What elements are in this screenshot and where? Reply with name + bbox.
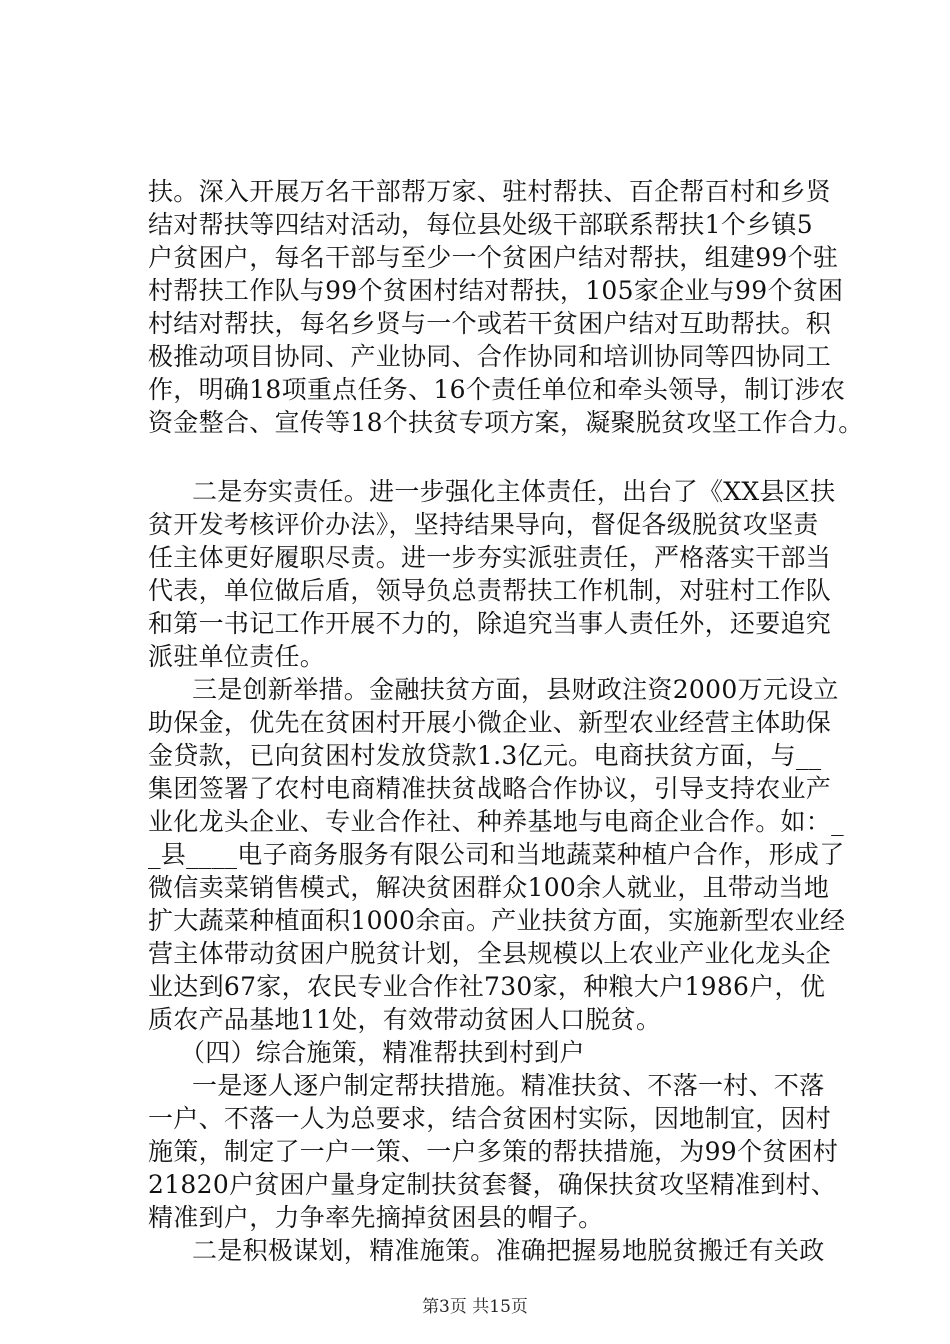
paragraph-line: 派驻单位责任。 bbox=[148, 642, 326, 671]
paragraph-line: 助保金，优先在贫困村开展小微企业、新型农业经营主体助保 bbox=[148, 708, 832, 737]
paragraph-line: 结对帮扶等四结对活动，每位县处级干部联系帮扶1个乡镇5 bbox=[148, 210, 813, 239]
paragraph-line: 村结对帮扶，每名乡贤与一个或若干贫困户结对互助帮扶。积 bbox=[148, 309, 832, 338]
paragraph-line: 贫开发考核评价办法》，坚持结果导向，督促各级脱贫攻坚责 bbox=[148, 510, 819, 539]
paragraph-line: 户贫困户，每名干部与至少一个贫困户结对帮扶，组建99个驻 bbox=[148, 243, 839, 272]
paragraph-line: 作，明确18项重点任务、16个责任单位和牵头领导，制订涉农 bbox=[148, 375, 846, 404]
paragraph-line: 村帮扶工作队与99个贫困村结对帮扶，105家企业与99个贫困 bbox=[148, 276, 844, 305]
paragraph-line: _县____电子商务服务有限公司和当地蔬菜种植户合作，形成了 bbox=[148, 840, 845, 869]
section-heading: （四）综合施策，精准帮扶到村到户 bbox=[180, 1038, 585, 1067]
paragraph-line: 21820户贫困户量身定制扶贫套餐，确保扶贫攻坚精准到村、 bbox=[148, 1170, 837, 1199]
paragraph-line: 代表，单位做后盾，领导负总责帮扶工作机制，对驻村工作队 bbox=[148, 576, 832, 605]
paragraph-line: 施策，制定了一户一策、一户多策的帮扶措施，为99个贫困村 bbox=[148, 1137, 839, 1166]
paragraph-line: 营主体带动贫困户脱贫计划，全县规模以上农业产业化龙头企 bbox=[148, 939, 832, 968]
paragraph-line: 业化龙头企业、专业合作社、种养基地与电商企业合作。如：_ bbox=[148, 807, 844, 836]
paragraph-line: 极推动项目协同、产业协同、合作协同和培训协同等四协同工 bbox=[148, 342, 832, 371]
paragraph-line: 资金整合、宣传等18个扶贫专项方案，凝聚脱贫攻坚工作合力。 bbox=[148, 408, 864, 437]
paragraph-line: 一户、不落一人为总要求，结合贫困村实际，因地制宜，因村 bbox=[148, 1104, 832, 1133]
paragraph-line: 扶。深入开展万名干部帮万家、驻村帮扶、百企帮百村和乡贤 bbox=[148, 177, 832, 206]
paragraph-line: 任主体更好履职尽责。进一步夯实派驻责任，严格落实干部当 bbox=[148, 543, 832, 572]
paragraph-line: 二是积极谋划，精准施策。准确把握易地脱贫搬迁有关政 bbox=[192, 1236, 825, 1265]
paragraph-line: 金贷款，已向贫困村发放贷款1.3亿元。电商扶贫方面，与__ bbox=[148, 741, 822, 770]
paragraph-line: 集团签署了农村电商精准扶贫战略合作协议，引导支持农业产 bbox=[148, 774, 832, 803]
page-number-footer: 第3页 共15页 bbox=[422, 1297, 528, 1317]
paragraph-line: 三是创新举措。金融扶贫方面，县财政注资2000万元设立 bbox=[192, 675, 839, 704]
paragraph-line: 和第一书记工作开展不力的，除追究当事人责任外，还要追究 bbox=[148, 609, 832, 638]
paragraph-line: 扩大蔬菜种植面积1000余亩。产业扶贫方面，实施新型农业经 bbox=[148, 906, 846, 935]
paragraph-line: 二是夯实责任。进一步强化主体责任，出台了《XX县区扶 bbox=[192, 477, 836, 506]
paragraph-line: 微信卖菜销售模式，解决贫困群众100余人就业，且带动当地 bbox=[148, 873, 830, 902]
paragraph-line: 业达到67家，农民专业合作社730家，种粮大户1986户，优 bbox=[148, 972, 826, 1001]
paragraph-line: 精准到户，力争率先摘掉贫困县的帽子。 bbox=[148, 1203, 604, 1232]
paragraph-line: 一是逐人逐户制定帮扶措施。精准扶贫、不落一村、不落 bbox=[192, 1071, 825, 1100]
paragraph-line: 质农产品基地11处，有效带动贫困人口脱贫。 bbox=[148, 1005, 662, 1034]
